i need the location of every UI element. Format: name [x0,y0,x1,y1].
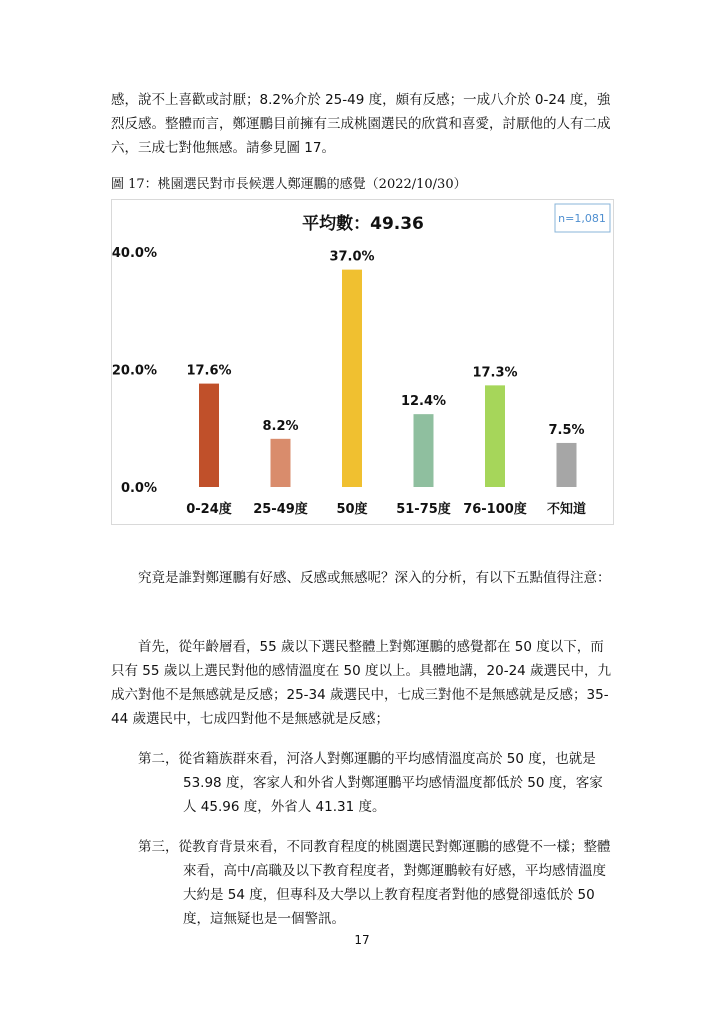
x-tick-label: 0-24度 [186,502,232,517]
figure-caption: 圖 17：桃園選民對市長候選人鄭運鵬的感覺（2022/10/30） [111,177,467,192]
bar-series [199,270,577,487]
x-tick-label: 76-100度 [463,502,527,517]
x-tick-label: 51-75度 [396,502,451,517]
bar-value-label: 12.4% [400,394,447,410]
y-tick-label: 20.0% [112,363,157,379]
bar [271,439,291,487]
bar [485,385,505,487]
page-number: 17 [354,933,370,947]
y-axis [112,246,157,496]
bar-value-label: 37.0% [329,249,375,265]
bar-value-label: 17.3% [472,365,518,381]
x-tick-label: 不知道 [546,502,587,517]
bar-chart [112,200,615,526]
intro-paragraph: 感，說不上喜歡或討厭；8.2%介於 25-49 度，頗有反感；一成八介於 0-24 度，強烈反感。整體而言，鄭運鵬目前擁有三成桃園選民的欣賞和喜愛，討厭他的人有二成六，三成七對他無感。請參見圖 17。 [111,92,611,156]
bar [557,443,577,487]
age-analysis-paragraph: 首先，從年齡層看，55 歲以下選民整體上對鄭運鵬的感覺都在 50 度以下，而只有 55 歲以上選民對他的感情溫度在 50 度以上。具體地講，20-24 歲選民中，九成六對他不是無感就是反感；25-34 歲選民中，七成三對他不是無感就是反感；35-44 歲選民中，七成四對他不是無感就是反感； [111,639,612,727]
bar [199,384,219,487]
bar-value-label: 8.2% [262,418,299,434]
education-analysis-paragraph: 第三，從教育背景來看，不同教育程度的桃園選民對鄭運鵬的感覺不一樣；整體來看，高中/高職及以下教育程度者，對鄭運鵬較有好感，平均感情溫度大約是 54 度，但專科及大學以上教育程度者對他的感覺卻遠低於 50 度，這無疑也是一個警訊。 [138,839,611,927]
y-tick-label: 0.0% [120,481,157,496]
bar-value-label: 17.6% [186,363,232,379]
x-tick-label: 50度 [336,502,368,517]
x-tick-label: 25-49度 [253,502,308,517]
y-tick-label: 40.0% [112,246,157,261]
analysis-intro-paragraph: 究竟是誰對鄭運鵬有好感、反感或無感呢？深入的分析，有以下五點值得注意： [138,570,611,586]
bar [414,414,434,487]
value-labels [186,250,584,438]
bar [342,270,362,487]
sample-size-label: n=1,081 [558,212,606,225]
ethnicity-analysis-paragraph: 第二，從省籍族群來看，河洛人對鄭運鵬的平均感情溫度高於 50 度，也就是 53.98 度，客家人和外省人對鄭運鵬平均感情溫度都低於 50 度，客家人 45.96 度，外省人 41.31 度。 [138,751,603,815]
chart-container [111,199,614,525]
x-axis [186,501,586,517]
chart-title: 平均數：49.36 [302,214,424,234]
bar-value-label: 7.5% [548,422,585,438]
